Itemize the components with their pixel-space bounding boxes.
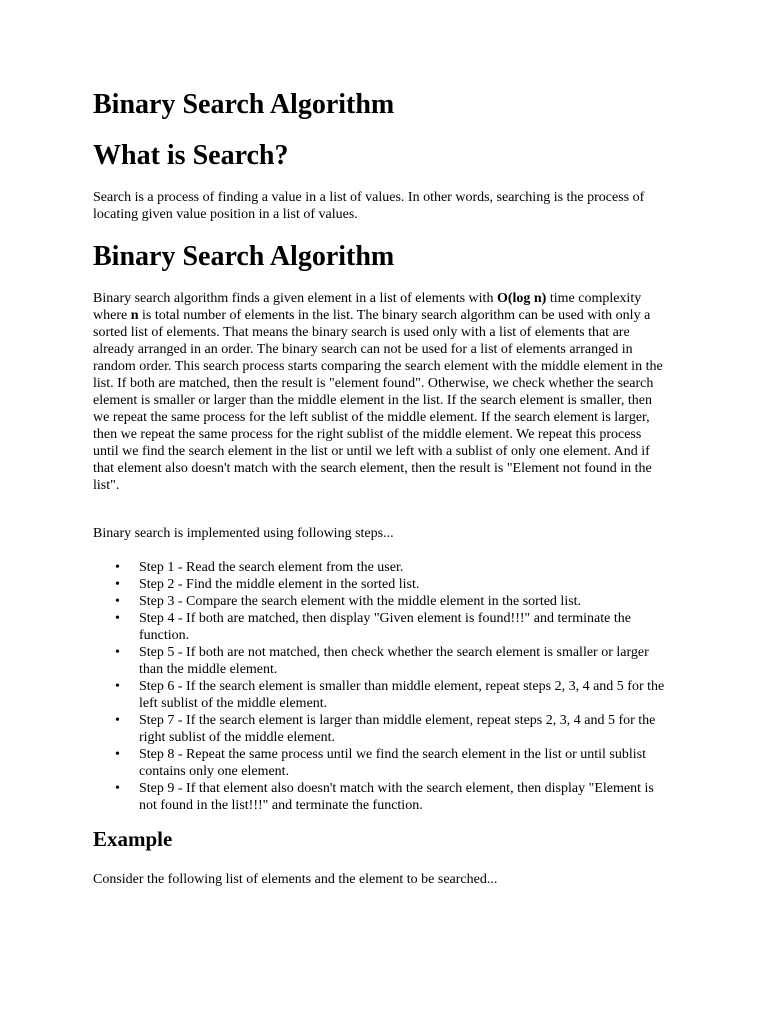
bullet-icon: •	[115, 594, 120, 609]
bullet-icon: •	[115, 577, 120, 592]
step-text: Step 3 - Compare the search element with the middle element in the sorted list.	[139, 594, 582, 609]
bullet-icon: •	[115, 560, 120, 575]
n-bold: n	[130, 308, 139, 323]
paragraph-text: is total number of elements in the list. The binary search algorithm can be used with only a sorted list of elements. That means the binary search is used only with a list of elements that are already arranged in an order. The binary search can not be used for a list of elements arranged in random order. This search process starts comparing the search element with the middle element in the list. If both are matched, then the result is "element found". Otherwise, we check whether the search element is smaller or larger than the middle element in the list. If the search element is smaller, then we repeat the same process for the left sublist of the middle element. If the search element is larger, then we repeat the same process for the right sublist of the middle element. We repeat this process until we find the search element in the list or until we left with a sublist of only one element. And if that element also doesn't match with the search element, then the result is "Element not found in the list".	[93, 308, 663, 493]
list-item	[115, 576, 671, 593]
list-item	[115, 559, 671, 576]
list-item	[115, 746, 671, 780]
binary-search-heading: Binary Search Algorithm	[93, 241, 395, 272]
step-text: Step 8 - Repeat the same process until we find the search element in the list or until sublist contains only one element.	[139, 747, 646, 779]
list-item	[115, 610, 671, 644]
bullet-icon: •	[115, 645, 120, 660]
step-text: Step 9 - If that element also doesn't match with the search element, then display "Element is not found in the list!!!" and terminate the function.	[139, 781, 654, 813]
step-text: Step 5 - If both are not matched, then check whether the search element is smaller or larger than the middle element.	[139, 645, 649, 677]
bullet-icon: •	[115, 781, 120, 796]
list-item	[115, 678, 671, 712]
step-text: Step 2 - Find the middle element in the sorted list.	[139, 577, 420, 592]
bullet-icon: •	[115, 713, 120, 728]
bullet-icon: •	[115, 611, 120, 626]
step-text: Step 1 - Read the search element from the user.	[139, 560, 404, 575]
paragraph-text: Binary search algorithm finds a given element in a list of elements with	[93, 291, 497, 306]
list-item	[115, 780, 671, 814]
list-item	[115, 712, 671, 746]
list-item	[115, 644, 671, 678]
step-text: Step 6 - If the search element is smaller than middle element, repeat steps 2, 3, 4 and 5 for the left sublist of the middle element.	[139, 679, 665, 711]
example-paragraph: Consider the following list of elements and the element to be searched...	[93, 872, 498, 887]
step-text: Step 4 - If both are matched, then display "Given element is found!!!" and terminate the function.	[139, 611, 631, 643]
bullet-icon: •	[115, 679, 120, 694]
page-title: Binary Search Algorithm	[93, 89, 395, 120]
complexity-bold: O(log n)	[496, 291, 547, 306]
paragraph-text: time complexity where	[93, 291, 642, 323]
steps-intro-paragraph: Binary search is implemented using following steps...	[93, 526, 394, 541]
what-is-search-paragraph: Search is a process of finding a value in a list of values. In other words, searching is the process of locating given value position in a list of values.	[93, 190, 645, 222]
example-heading: Example	[93, 827, 173, 851]
binary-search-paragraph	[93, 290, 669, 494]
steps-list	[115, 559, 671, 814]
step-text: Step 7 - If the search element is larger than middle element, repeat steps 2, 3, 4 and 5 for the right sublist of the middle element.	[139, 713, 656, 745]
what-is-search-heading: What is Search?	[93, 140, 289, 171]
bullet-icon: •	[115, 747, 120, 762]
list-item	[115, 593, 671, 610]
